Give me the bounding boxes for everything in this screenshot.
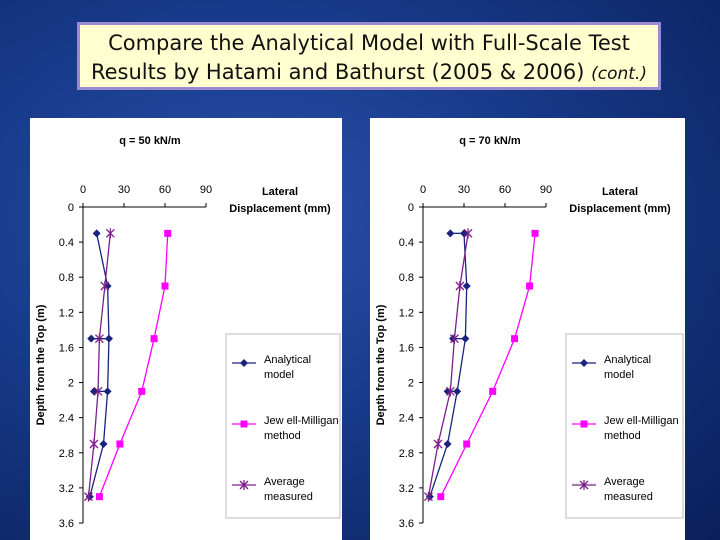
data-point-analytical	[463, 282, 471, 290]
x-axis-label-line2: Displacement (mm)	[229, 203, 331, 215]
y-tick-label: 0	[67, 202, 74, 214]
data-point-jewell	[489, 388, 496, 395]
data-point-measured	[90, 439, 98, 449]
y-tick-label: 2	[407, 377, 414, 390]
data-point-jewell	[526, 283, 533, 290]
series-line-measured	[88, 233, 110, 496]
y-tick-label: 1.6	[398, 342, 414, 355]
x-axis-label-line1: Lateral	[601, 186, 639, 198]
x-tick-label: 0	[419, 184, 427, 196]
data-point-measured	[106, 228, 114, 238]
y-tick-label: 0.8	[58, 272, 74, 285]
legend-label-analytical-line1: Analytical	[264, 354, 312, 366]
y-tick-label: 0	[407, 202, 414, 214]
x-tick-label: 30	[457, 184, 471, 196]
x-axis-label-line2: Displacement (mm)	[569, 203, 671, 215]
legend-marker-jewell	[241, 421, 248, 428]
data-point-jewell	[511, 335, 518, 342]
data-point-jewell	[138, 388, 145, 395]
y-tick-label: 3.6	[58, 518, 74, 530]
data-point-analytical	[93, 229, 101, 237]
data-point-jewell	[151, 335, 158, 342]
data-point-jewell	[162, 283, 169, 290]
data-point-analytical	[90, 387, 98, 395]
y-tick-label: 1.2	[58, 307, 74, 320]
chart-panel-q50	[30, 118, 342, 540]
slide-title-main: Compare the Analytical Model with Full-Scale Test Results by Hatami and Bathurst (2005 & 2006)	[90, 31, 630, 84]
data-point-jewell	[116, 441, 123, 448]
chart-title: q = 70 kN/m	[459, 135, 521, 147]
chart-title: q = 50 kN/m	[119, 135, 181, 147]
series-line-jewell	[441, 233, 535, 496]
data-point-analytical	[446, 229, 454, 237]
x-tick-label: 60	[158, 184, 172, 196]
legend-label-jewell-line1: Jew ell-Milligan	[604, 415, 679, 427]
x-tick-label: 0	[79, 184, 87, 196]
legend-label-jewell-line2: method	[604, 430, 641, 442]
legend-label-measured-line2: measured	[264, 491, 313, 503]
y-tick-label: 3.6	[398, 518, 414, 530]
legend-label-analytical-line2: model	[604, 369, 634, 381]
y-tick-label: 3.2	[58, 482, 74, 495]
legend-label-measured-line2: measured	[604, 491, 653, 503]
y-tick-label: 0.4	[398, 237, 414, 250]
legend	[226, 334, 340, 518]
data-point-analytical	[100, 440, 108, 448]
data-point-jewell	[463, 441, 470, 448]
data-point-analytical	[87, 335, 95, 343]
y-tick-label: 2.4	[398, 412, 414, 425]
chart-panel-q70	[370, 118, 685, 540]
data-point-jewell	[532, 230, 539, 237]
y-tick-label: 2.8	[398, 447, 414, 460]
legend-label-measured-line1: Average	[264, 476, 305, 488]
x-tick-label: 60	[498, 184, 512, 196]
chart-q70	[370, 118, 685, 540]
data-point-jewell	[96, 493, 103, 500]
data-point-measured	[456, 281, 464, 291]
legend-marker-jewell	[581, 421, 588, 428]
series-line-jewell	[99, 233, 167, 496]
x-tick-label: 30	[117, 184, 131, 196]
data-point-analytical	[449, 335, 457, 343]
x-tick-label: 90	[539, 184, 553, 196]
y-tick-label: 0.4	[58, 237, 74, 250]
y-tick-label: 1.2	[398, 307, 414, 320]
slide-title-cont: (cont.)	[591, 64, 647, 84]
y-tick-label: 1.6	[58, 342, 74, 355]
data-point-jewell	[437, 493, 444, 500]
legend-label-jewell-line2: method	[264, 430, 301, 442]
legend-label-analytical-line2: model	[264, 369, 294, 381]
slide-title	[77, 22, 661, 90]
data-point-jewell	[164, 230, 171, 237]
legend-label-measured-line1: Average	[604, 476, 645, 488]
series-line-measured	[428, 233, 468, 496]
y-tick-label: 2.4	[58, 412, 74, 425]
y-tick-label: 2.8	[58, 447, 74, 460]
y-tick-label: 2	[67, 377, 74, 390]
legend-label-analytical-line1: Analytical	[604, 354, 652, 366]
data-point-analytical	[444, 440, 452, 448]
y-tick-label: 3.2	[398, 482, 414, 495]
y-axis-label: Depth from the Top (m)	[375, 304, 387, 426]
y-axis-label: Depth from the Top (m)	[35, 304, 47, 426]
data-point-measured	[434, 439, 442, 449]
x-tick-label: 90	[199, 184, 213, 196]
legend-label-jewell-line1: Jew ell-Milligan	[264, 415, 339, 427]
chart-q50	[30, 118, 342, 540]
data-point-analytical	[86, 493, 94, 501]
data-point-analytical	[426, 493, 434, 501]
legend	[566, 334, 683, 518]
y-tick-label: 0.8	[398, 272, 414, 285]
x-axis-label-line1: Lateral	[261, 186, 299, 198]
